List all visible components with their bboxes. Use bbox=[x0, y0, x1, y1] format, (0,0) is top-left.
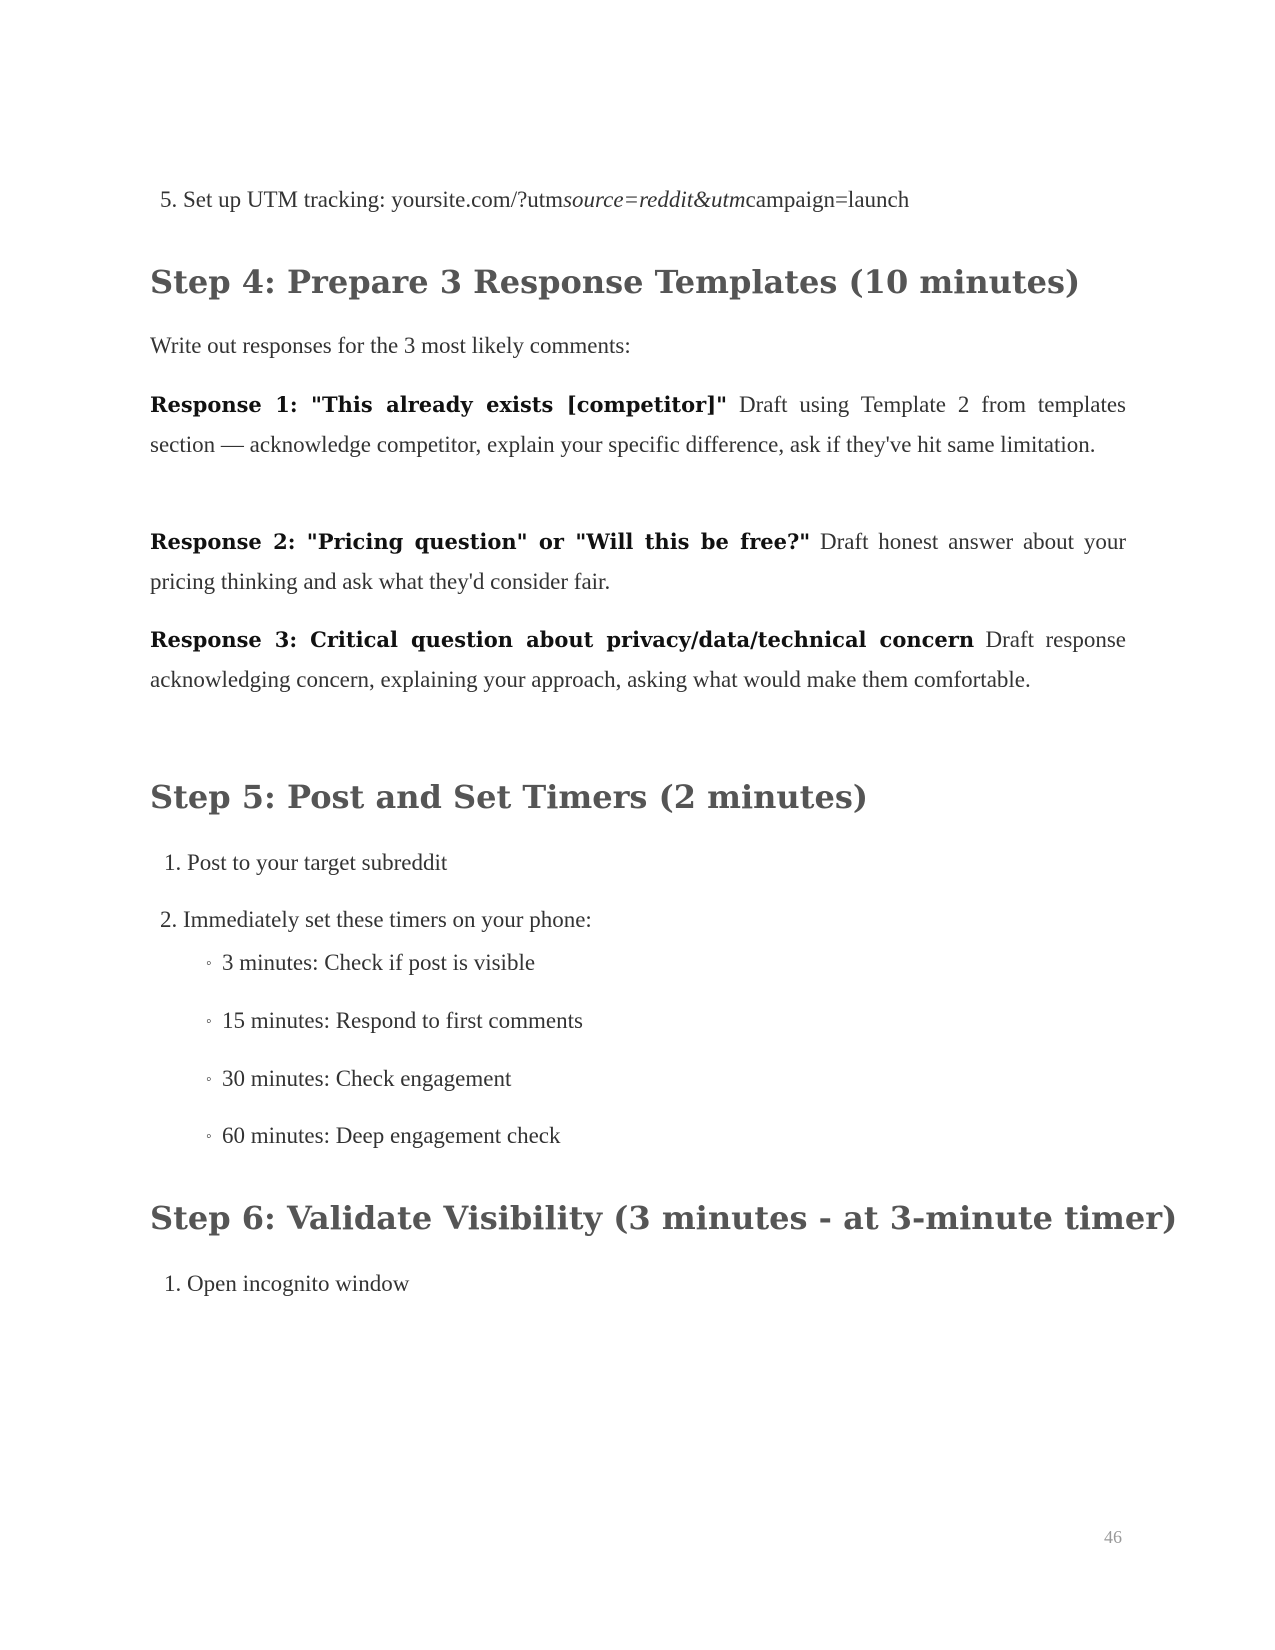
step6-heading: Step 6: Validate Visibility (3 minutes - at 3-minute timer) bbox=[150, 1199, 1178, 1237]
response-2-label: Response 2: "Pricing question" or "Will this be free?" bbox=[150, 529, 811, 554]
step5-heading: Step 5: Post and Set Timers (2 minutes) bbox=[150, 778, 868, 816]
timer-item bbox=[206, 1008, 583, 1034]
timer-text: 3 minutes: Check if post is visible bbox=[222, 950, 536, 975]
timer-text: 30 minutes: Check engagement bbox=[222, 1066, 512, 1091]
page-number: 46 bbox=[1104, 1527, 1122, 1547]
step4-intro: Write out responses for the 3 most likely comments: bbox=[150, 333, 631, 358]
bullet-icon: ◦ bbox=[206, 1128, 212, 1145]
response-3-paragraph bbox=[150, 620, 1126, 700]
step4-heading: Step 4: Prepare 3 Response Templates (10 minutes) bbox=[150, 263, 1081, 301]
list-item-number: 1. bbox=[164, 850, 182, 875]
bullet-icon: ◦ bbox=[206, 1071, 212, 1088]
bullet-icon: ◦ bbox=[206, 955, 212, 972]
step5-list-item-1 bbox=[164, 850, 447, 876]
bullet-icon: ◦ bbox=[206, 1013, 212, 1030]
list-item-text: Open incognito window bbox=[187, 1271, 410, 1296]
list-item-text: Post to your target subreddit bbox=[187, 850, 448, 875]
list-item-number: 2. bbox=[160, 907, 178, 932]
timer-item bbox=[206, 1066, 511, 1092]
response-2-paragraph bbox=[150, 522, 1126, 602]
timer-text: 60 minutes: Deep engagement check bbox=[222, 1123, 561, 1148]
response-1-text: Draft using Template 2 from templates section — acknowledge competitor, explain your specific difference, ask if they've hit same limitation. bbox=[150, 392, 1126, 457]
step6-list-item-1 bbox=[164, 1271, 409, 1297]
response-3-text: Draft response acknowledging concern, explaining your approach, asking what would make them comfortable. bbox=[150, 627, 1126, 692]
timer-item bbox=[206, 1123, 561, 1149]
response-1-paragraph bbox=[150, 385, 1126, 465]
response-2-text: Draft honest answer about your pricing thinking and ask what they'd consider fair. bbox=[150, 529, 1126, 594]
list-item-number: 5. bbox=[160, 187, 178, 212]
response-3-label: Response 3: Critical question about privacy/data/technical concern bbox=[150, 627, 975, 652]
list-item-text: Immediately set these timers on your phone: bbox=[183, 907, 592, 932]
response-1-label: Response 1: "This already exists [competitor]" bbox=[150, 392, 728, 417]
timer-item bbox=[206, 950, 535, 976]
list-item-number: 1. bbox=[164, 1271, 182, 1296]
list-item-text-suffix: campaign=launch bbox=[745, 187, 910, 212]
step5-list-item-2 bbox=[160, 907, 592, 933]
list-item-utm-tracking bbox=[160, 187, 909, 213]
timer-text: 15 minutes: Respond to first comments bbox=[222, 1008, 583, 1033]
list-item-text-prefix: Set up UTM tracking: yoursite.com/?utm bbox=[183, 187, 564, 212]
list-item-text-italic: source=reddit&utm bbox=[563, 187, 746, 212]
